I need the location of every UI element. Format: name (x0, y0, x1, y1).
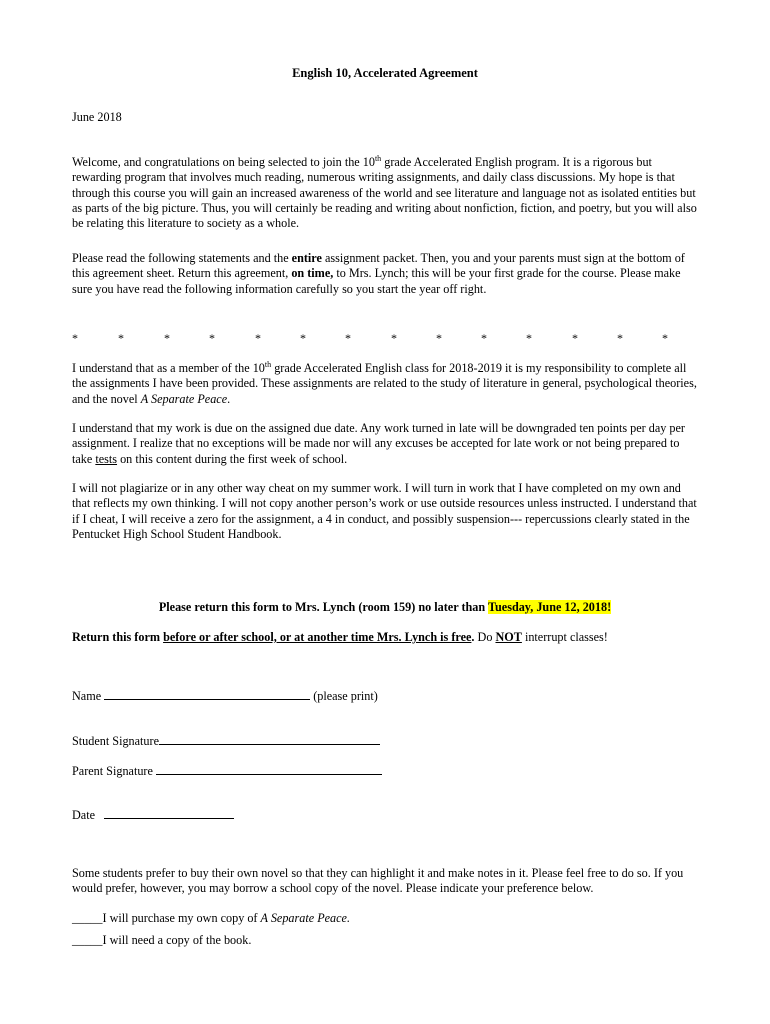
novel-preference-text: Some students prefer to buy their own novel so that they can highlight it and make notes in it. Please feel free to do so. If you would prefer, however, you may borrow a school copy of the novel. Please indicate your preference below. (72, 866, 684, 896)
statement1-end: . (227, 391, 231, 406)
intro-paragraph-2 (72, 251, 698, 297)
separator-asterisk: * (662, 331, 668, 345)
intro2-text-a: Please read the following statements and the (72, 251, 292, 265)
statement-responsibility (72, 361, 698, 407)
statement1-text-b: grade Accelerated English class for 2018-2019 it is my responsibility to complete all the assignments I have been provided. These assignments are related to the study of literature in general, psychological theories, and the novel (72, 361, 697, 406)
option-purchase-own (72, 911, 698, 926)
separator-asterisk: * (436, 331, 442, 345)
separator-asterisk: * (118, 331, 124, 345)
statement-due-dates (72, 421, 698, 467)
novel-title: A Separate Peace. (260, 911, 351, 925)
parent-signature-line (72, 763, 698, 779)
date-line: June 2018 (72, 110, 122, 124)
intro-text-b: grade Accelerated English program. It is a rigorous but rewarding program that involves much reading, numerous writing assignments, and daily class discussions. My hope is that through this course you will gain an increased awareness of the world and see literature and language not as isolated entities but as parts of the big picture. Thus, you will certainly be reading and writing about nonfiction, fiction, and poetry, but you will also be relating this literature to society as a whole. (72, 155, 697, 231)
statement1-text-a: I understand that as a member of the 10 (72, 361, 265, 375)
name-label: Name (72, 689, 102, 703)
return-notice-deadline (0, 600, 770, 615)
separator-asterisk: * (391, 331, 397, 345)
return-notice-text: Please return this form to Mrs. Lynch (room 159) no later than (158, 600, 488, 614)
tests-underlined: tests (95, 451, 118, 466)
statement2-text-a: I understand that my work is due on the assigned due date. Any work turned in late will be downgraded ten points per day per assignment. I realize that no exceptions will be made nor will any excuses be accepted for late work or not being prepared to take (72, 421, 685, 466)
asterisk-separator (72, 331, 672, 347)
parent-signature-field[interactable] (156, 763, 382, 775)
return-instr-text-a: Return this form (72, 630, 164, 644)
return-time-underlined: before or after school, or at another time Mrs. Lynch is free (163, 630, 472, 644)
separator-asterisk: * (300, 331, 306, 345)
intro2-text-c: to Mrs. Lynch; this will be your first grade for the course. Please make sure you have read the following information carefully so you start the year off right. (72, 266, 681, 296)
separator-asterisk: * (72, 331, 78, 345)
option-purchase-blank[interactable]: _____ (72, 911, 103, 925)
option-borrow-text: I will need a copy of the book. (102, 933, 252, 947)
return-instr-text-c: Do (474, 630, 496, 644)
separator-asterisk: * (164, 331, 170, 345)
separator-asterisk: * (617, 331, 623, 345)
not-emphasis: NOT (495, 630, 522, 644)
name-field[interactable] (104, 688, 310, 700)
option-borrow-copy (72, 933, 698, 948)
date-label: Date (72, 808, 96, 822)
intro-text-a: Welcome, and congratulations on being selected to join the 10 (72, 155, 375, 169)
date-field[interactable] (104, 807, 234, 819)
superscript-th: th (374, 154, 382, 163)
separator-asterisk: * (481, 331, 487, 345)
name-please-print: (please print) (313, 689, 378, 703)
separator-asterisk: * (345, 331, 351, 345)
name-line (72, 688, 698, 704)
option-purchase-text: I will purchase my own copy of (102, 911, 261, 925)
return-notice-instructions (72, 630, 698, 645)
entire-emphasis: entire (291, 251, 322, 265)
date-signature-line (72, 807, 698, 823)
student-signature-label: Student Signature (72, 734, 159, 748)
on-time-emphasis: on time, (291, 266, 334, 281)
return-instr-period: . (471, 630, 475, 644)
return-instr-text-d: interrupt classes! (521, 630, 608, 644)
student-signature-line (72, 733, 698, 749)
novel-title: A Separate Peace (140, 391, 228, 406)
statement-plagiarism: I will not plagiarize or in any other way cheat on my summer work. I will turn in work that I have completed on my own and that reflects my own thinking. I will not copy another person’s work or use outside resources unless instructed. I understand that if I cheat, I will receive a zero for the assignment, a 4 in conduct, and possibly suspension--- repercussions clearly stated in the Pentucket High School Student Handbook. (72, 481, 697, 541)
separator-asterisk: * (526, 331, 532, 345)
parent-signature-label: Parent Signature (72, 764, 153, 778)
deadline-highlight: Tuesday, June 12, 2018! (488, 600, 612, 614)
separator-asterisk: * (255, 331, 261, 345)
separator-asterisk: * (572, 331, 578, 345)
superscript-th: th (264, 360, 272, 369)
document-title: English 10, Accelerated Agreement (292, 66, 478, 80)
option-borrow-blank[interactable]: _____ (72, 933, 103, 947)
intro2-text-b: assignment packet. Then, you and your parents must sign at the bottom of this agreement sheet. Return this agreement, (72, 251, 685, 281)
intro-paragraph-1 (72, 155, 698, 231)
statement2-text-b: on this content during the first week of school. (117, 451, 348, 466)
student-signature-field[interactable] (159, 733, 380, 745)
separator-asterisk: * (209, 331, 215, 345)
